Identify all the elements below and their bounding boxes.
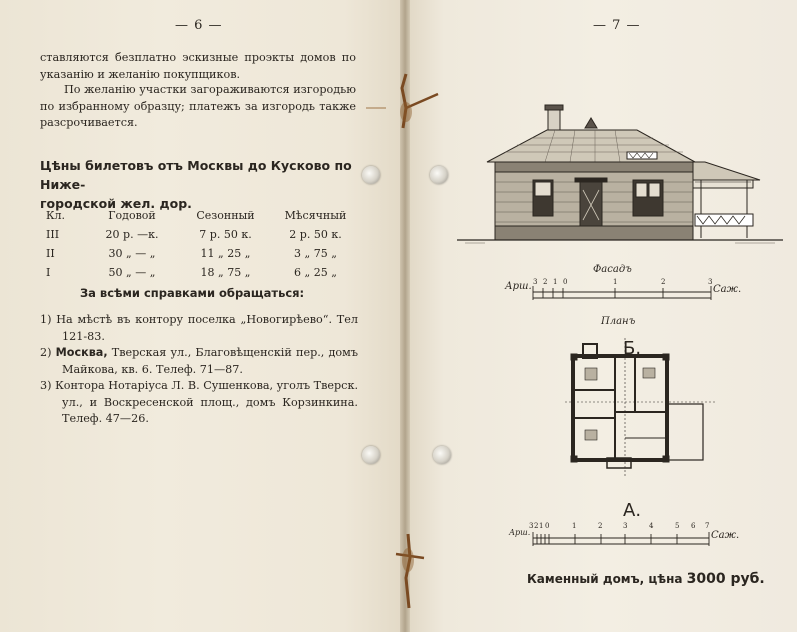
section-mark-b: Б. — [623, 338, 642, 359]
cell-season: 7 р. 50 к. — [199, 228, 252, 241]
table-row — [46, 263, 358, 282]
facade-label: Фасадъ — [593, 264, 632, 275]
prices-heading — [40, 156, 356, 213]
plan-scale-left-label: Арш. — [509, 528, 531, 537]
staple-top — [362, 68, 442, 138]
prices-heading-line1: Цѣны билетовъ отъ Москвы до Кусково по Ниже- — [40, 158, 352, 192]
cell-monthly: 3 „ 75 „ — [294, 247, 337, 260]
table-header-row — [46, 206, 358, 225]
facade-scale-tick: 1 — [553, 278, 558, 286]
caption-price: 3000 руб. — [686, 571, 765, 587]
plan-scale-tick: 2 — [598, 522, 603, 530]
plan-scale-tick: 4 — [649, 522, 654, 530]
facade-scale-tick: 3 — [708, 278, 713, 286]
contacts-list — [40, 312, 358, 428]
right-page — [405, 0, 797, 632]
cell-monthly: 6 „ 25 „ — [294, 266, 337, 279]
punch-hole — [362, 446, 380, 464]
table-row — [46, 225, 358, 244]
list-item — [40, 345, 358, 378]
facade-scale-tick: 2 — [661, 278, 666, 286]
page-number-6: — 6 — — [175, 18, 223, 33]
cell-annual: 20 р. —к. — [105, 228, 159, 241]
cell-class: I — [46, 266, 51, 279]
header-class: Кл. — [46, 209, 65, 222]
page-number-7: — 7 — — [593, 18, 641, 33]
plan-scale-tick: 1 — [572, 522, 577, 530]
prices-heading-line2: городской жел. дор. — [40, 196, 192, 211]
floor-plan-drawing — [565, 338, 715, 478]
facade-scale-tick: 3 — [533, 278, 538, 286]
cell-class: III — [46, 228, 60, 241]
contact-num: 1) — [40, 313, 52, 326]
staple-bottom — [390, 530, 430, 612]
ticket-prices-table — [46, 206, 358, 282]
plan-scale-tick: 6 — [691, 522, 696, 530]
plan-scale-tick: 1 — [539, 522, 544, 530]
house-facade-drawing — [455, 100, 785, 250]
contact-bold: Москва, — [55, 346, 108, 359]
caption-prefix: Каменный домъ, цѣна — [527, 572, 687, 586]
facade-scale-right-label: Саж. — [713, 284, 742, 295]
paragraph-fencing: По желанію участки загораживаются изгородью по избранному образцу; платежъ за изгородь также разсрочивается. — [40, 83, 356, 129]
contact-text: Тверская ул., Благовѣщенскій пер., домъ Майкова, кв. 6. Телеф. 71—87. — [62, 346, 358, 376]
cell-annual: 50 „ — „ — [108, 266, 156, 279]
list-item — [40, 378, 358, 428]
header-season: Сезонный — [196, 209, 255, 222]
cell-annual: 30 „ — „ — [108, 247, 156, 260]
punch-hole — [433, 446, 451, 464]
header-annual: Годовой — [108, 209, 156, 222]
plan-label: Планъ — [601, 316, 636, 327]
cell-season: 18 „ 75 „ — [200, 266, 251, 279]
cell-class: II — [46, 247, 55, 260]
plan-scale-tick: 7 — [705, 522, 710, 530]
cell-season: 11 „ 25 „ — [200, 247, 251, 260]
cell-monthly: 2 р. 50 к. — [289, 228, 342, 241]
punch-hole — [430, 166, 448, 184]
punch-hole — [362, 166, 380, 184]
contacts-heading: За всѣми справками обращаться: — [80, 286, 305, 300]
contact-text: Контора Нотаріуса Л. В. Сушенкова, уголъ Тверск. ул., и Воскресенской площ., домъ Корзинкина. Телеф. 47—26. — [55, 379, 358, 425]
plan-scale-tick: 3 — [623, 522, 628, 530]
contact-num: 3) — [40, 379, 52, 392]
plan-scale-right-label: Саж. — [711, 530, 740, 541]
plan-scale-tick: 3 — [529, 522, 534, 530]
header-monthly: Мѣсячный — [284, 209, 347, 222]
table-row — [46, 244, 358, 263]
plan-scale-tick: 5 — [675, 522, 680, 530]
plan-scale-tick: 2 — [534, 522, 539, 530]
section-mark-a: А. — [623, 500, 642, 521]
facade-scale-tick: 1 — [613, 278, 618, 286]
plan-scale-tick: 0 — [545, 522, 550, 530]
facade-scale-tick: 0 — [563, 278, 568, 286]
facade-scale-left-label: Арш. — [505, 281, 532, 292]
list-item — [40, 312, 358, 345]
contact-num: 2) — [40, 346, 52, 359]
paragraph-sketch-projects: ставляются безплатно эскизные проэкты домов по указанію и желанію покупщиков. — [40, 51, 356, 81]
contact-text: На мѣстѣ въ контору поселка „Новогирѣево“. Тел 121-83. — [56, 313, 358, 343]
house-price-caption — [527, 571, 765, 587]
facade-scale-tick: 2 — [543, 278, 548, 286]
